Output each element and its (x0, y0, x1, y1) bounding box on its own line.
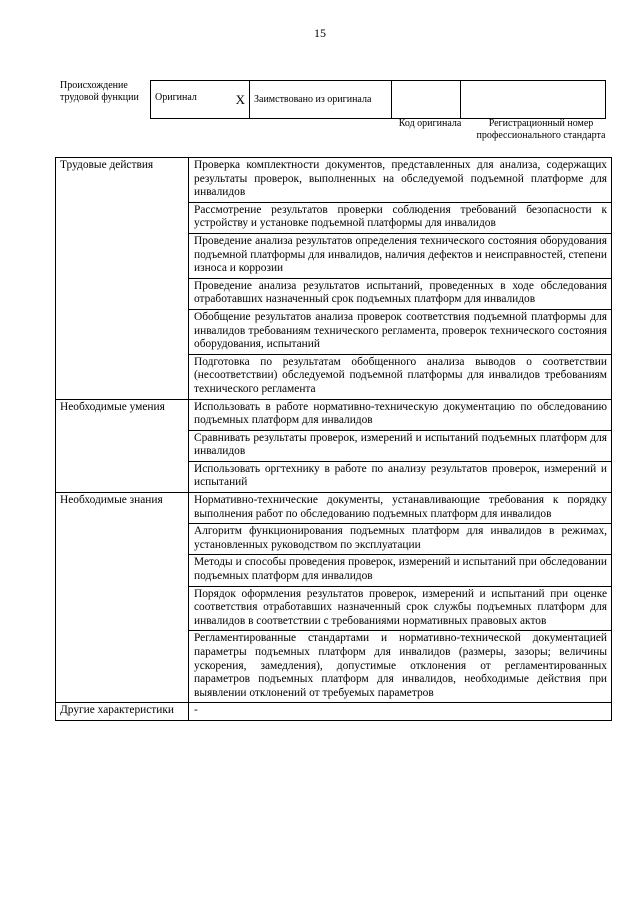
table-row (56, 493, 612, 524)
code-caption: Код оригинала (398, 118, 462, 129)
section-item: Сравнивать результаты проверок, измерений и испытаний подъемных платформ для инвалидов (189, 430, 612, 461)
section-item: Подготовка по результатам обобщенного анализа выводов о соответствии (несоответствии) обследуемой подъемной платформы для инвалидов требованиям технического регламента (189, 354, 612, 399)
borrowed-cell: Заимствовано из оригинала (250, 81, 392, 119)
page-number: 15 (314, 26, 326, 40)
original-code-cell (392, 81, 461, 119)
section-item: Регламентированные стандартами и нормативно-технической документацией параметры подъемных платформ для инвалидов (размеры, зазоры; величины ускорения, замедления), допустимые отклонения от регламентированных параметров подъемных платформ для инвалидов, необходимые действия при выявлении отклонений от требуемых параметров (189, 631, 612, 703)
section-item: Нормативно-технические документы, устанавливающие требования к порядку выполнения работ по обследованию подъемных платформ для инвалидов (189, 493, 612, 524)
section-label: Необходимые знания (56, 493, 189, 703)
reg-caption: Регистрационный номер профессионального стандарта (476, 118, 606, 141)
section-label: Трудовые действия (56, 158, 189, 400)
section-item: Использовать оргтехнику в работе по анализу результатов проверок, измерений и испытаний (189, 461, 612, 492)
table-row (56, 703, 612, 721)
origin-table (150, 80, 606, 119)
section-item: Обобщение результатов анализа проверок соответствия подъемной платформы для инвалидов требованиям технического регламента, проверок технического состояния оборудования, испытаний (189, 309, 612, 354)
section-item: Порядок оформления результатов проверок, измерений и испытаний при оценке соответствия отработавших назначенный срок службы подъемных платформ для инвалидов в соответствии с требованиями нормативных правовых актов (189, 586, 612, 631)
section-item: - (189, 703, 612, 721)
origin-label: Происхождение трудовой функции (60, 80, 139, 103)
table-row (56, 399, 612, 430)
original-cell (151, 81, 250, 119)
section-item: Методы и способы проведения проверок, измерений и испытаний при обследовании подъемных платформ для инвалидов (189, 555, 612, 586)
original-label: Оригинал (155, 91, 197, 103)
section-item: Проведение анализа результатов испытаний, проведенных в ходе обследования отработавших назначенный срок подъемных платформ для инвалидов (189, 278, 612, 309)
section-item: Рассмотрение результатов проверки соблюдения требований безопасности к устройству и установке подъемной платформы для инвалидов (189, 202, 612, 233)
section-label: Другие характеристики (56, 703, 189, 721)
section-item: Проведение анализа результатов определения технического состояния оборудования подъемной платформы для инвалидов, наличия дефектов и неисправностей, степени износа и коррозии (189, 233, 612, 278)
section-item: Проверка комплектности документов, представленных для анализа, содержащих результаты проверок, выполненных на обследуемой подъемной платформе для инвалидов (189, 158, 612, 203)
reg-number-cell (461, 81, 606, 119)
labor-function-table (55, 157, 612, 721)
section-item: Алгоритм функционирования подъемных платформ для инвалидов в режимах, установленных руководством по эксплуатации (189, 524, 612, 555)
original-mark: X (235, 91, 245, 107)
section-item: Использовать в работе нормативно-техническую документацию по обследованию подъемных платформ для инвалидов (189, 399, 612, 430)
table-row (56, 158, 612, 203)
section-label: Необходимые умения (56, 399, 189, 493)
